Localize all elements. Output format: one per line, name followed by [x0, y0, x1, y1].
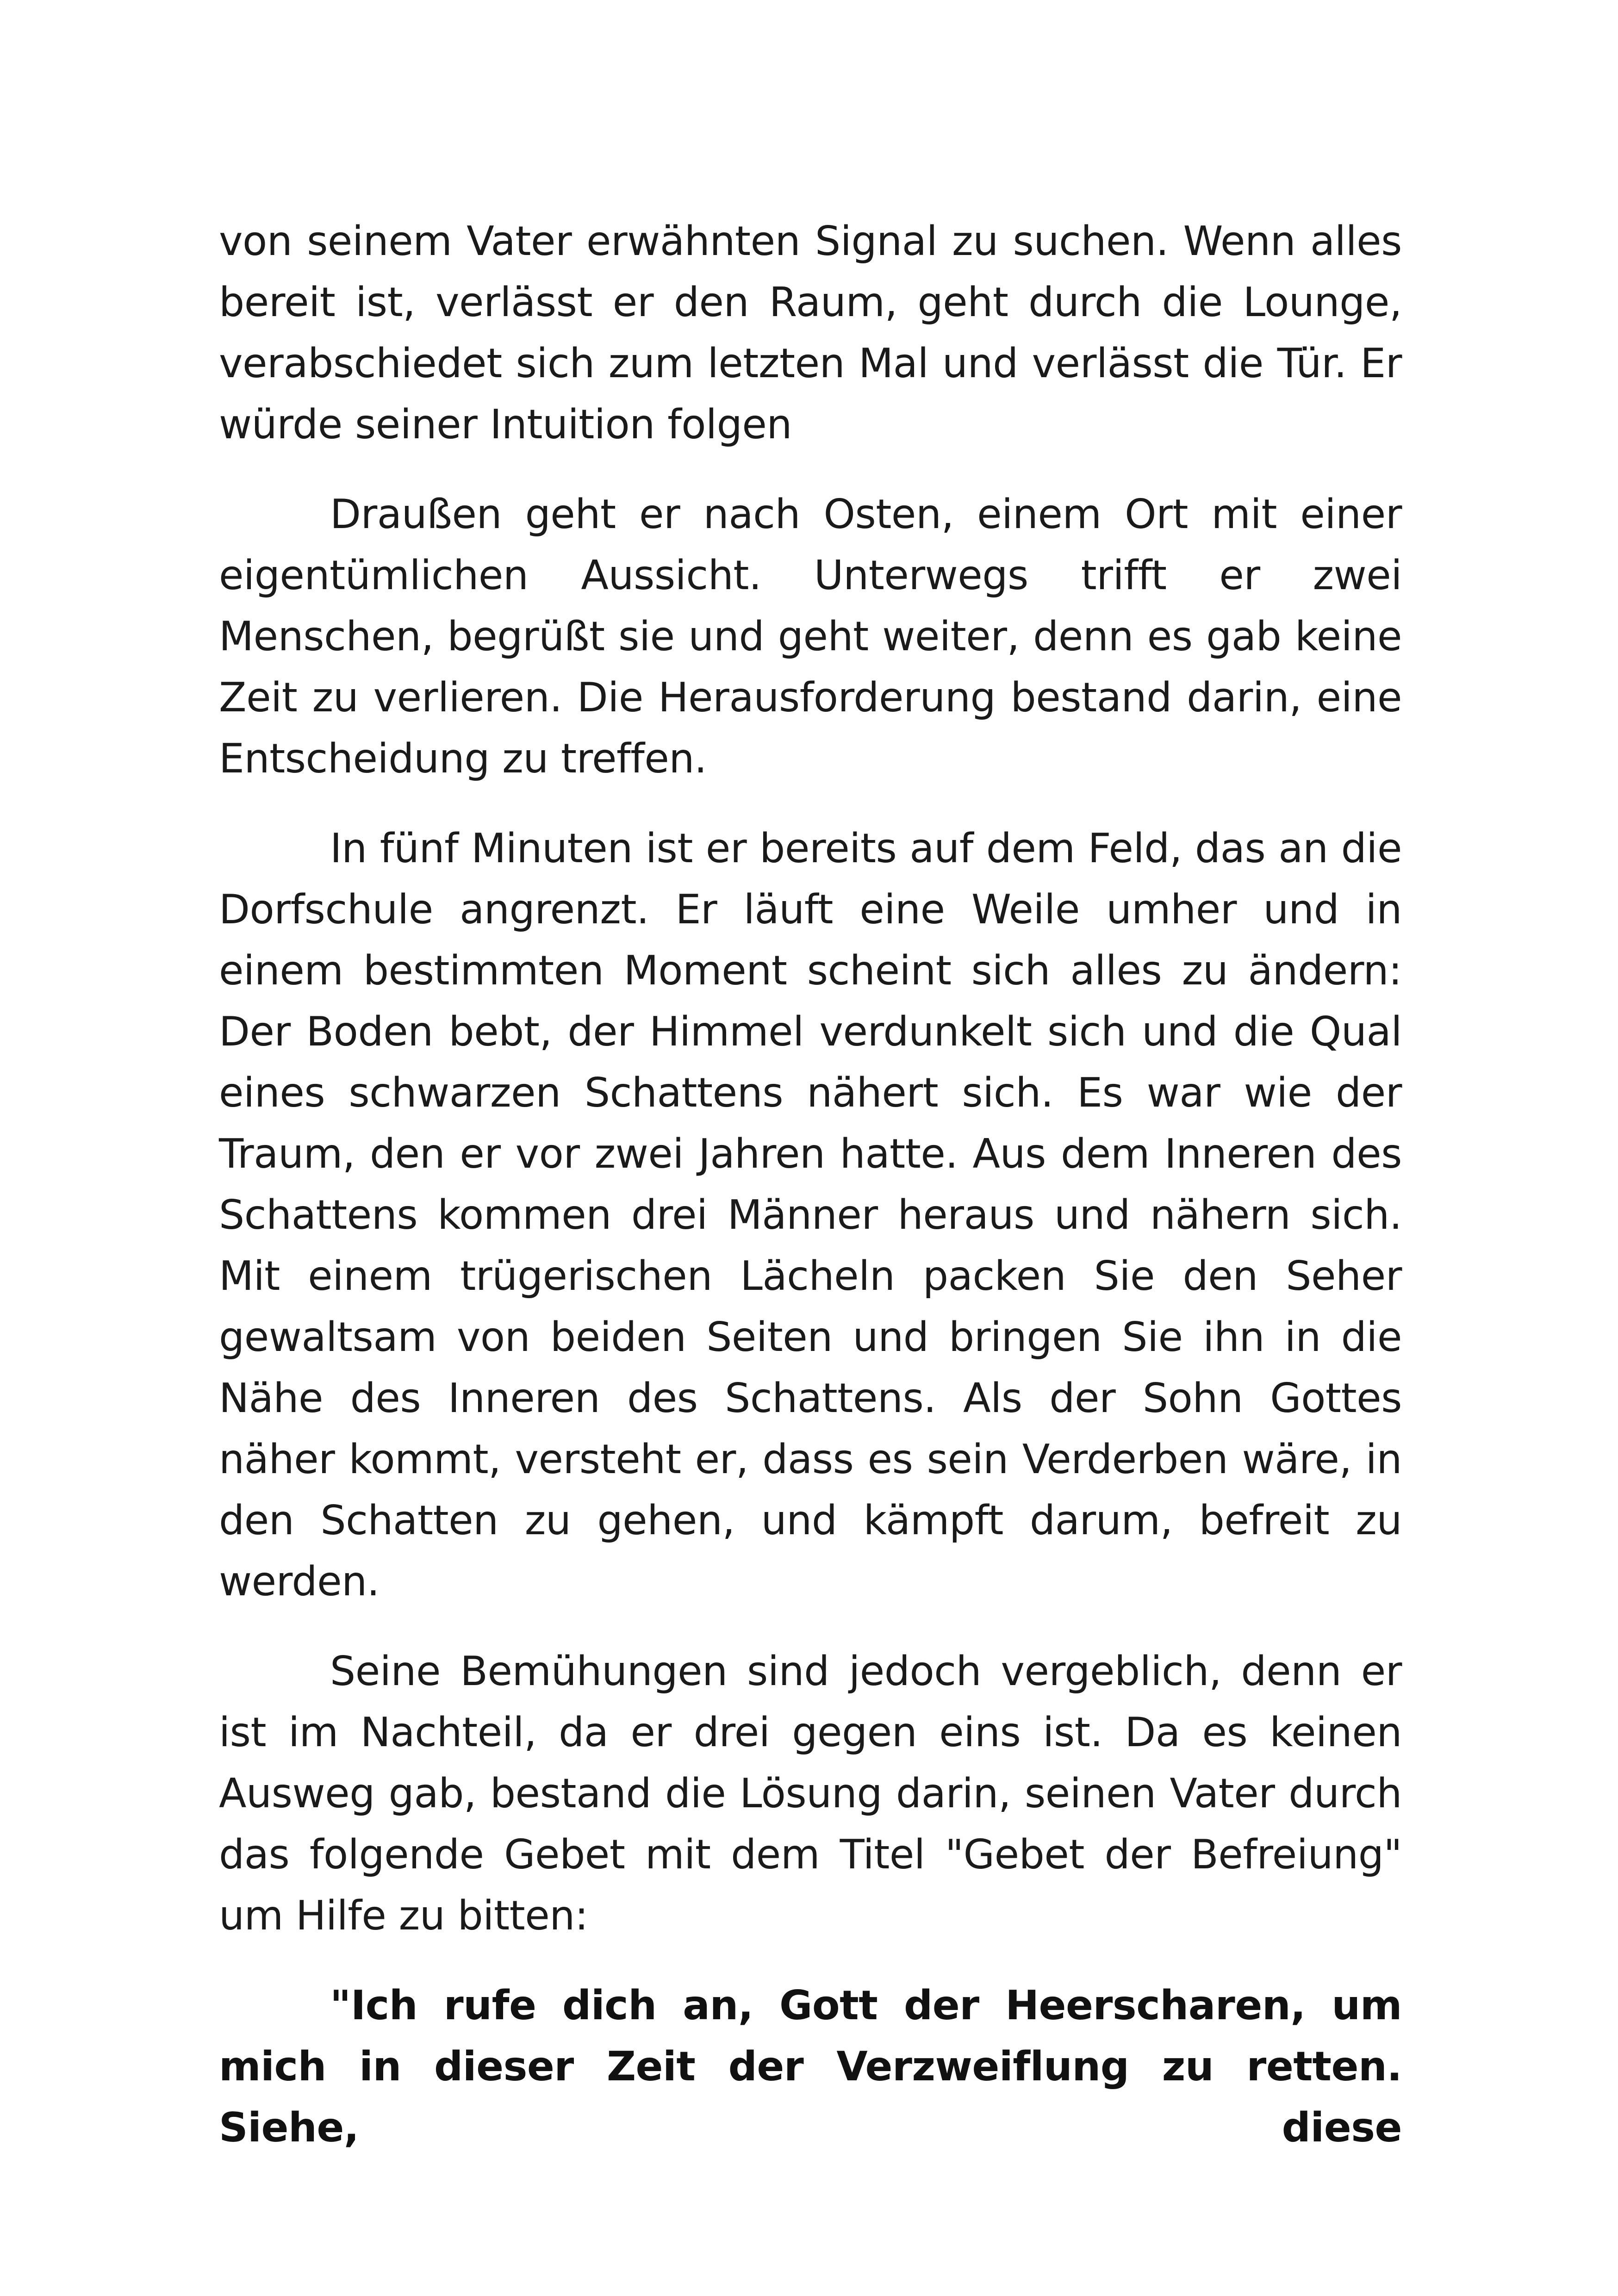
paragraph-4: Seine Bemühungen sind jedoch vergeblich, denn er ist im Nachteil, da er drei gegen eins ist. Da es keinen Ausweg gab, bestand die Lösung darin, seinen Vater durch das folgende Gebet mit dem Titel "Gebet der Befreiung" um Hilfe zu bitten:	[219, 1648, 1402, 1939]
prayer-paragraph: "Ich rufe dich an, Gott der Heerscharen, um mich in dieser Zeit der Verzweiflung zu retten. Siehe, diese	[219, 1982, 1402, 2151]
document-page	[219, 211, 1402, 2187]
paragraph-1: von seinem Vater erwähnten Signal zu suchen. Wenn alles bereit ist, verlässt er den Raum, geht durch die Lounge, verabschiedet sich zum letzten Mal und verlässt die Tür. Er würde seiner Intuition folgen	[219, 218, 1402, 448]
paragraph-3: In fünf Minuten ist er bereits auf dem Feld, das an die Dorfschule angrenzt. Er läuft eine Weile umher und in einem bestimmten Moment scheint sich alles zu ändern: Der Boden bebt, der Himmel verdunkelt sich und die Qual eines schwarzen Schattens nähert sich. Es war wie der Traum, den er vor zwei Jahren hatte. Aus dem Inneren des Schattens kommen drei Männer heraus und nähern sich. Mit einem trügerischen Lächeln packen Sie den Seher gewaltsam von beiden Seiten und bringen Sie ihn in die Nähe des Inneren des Schattens. Als der Sohn Gottes näher kommt, versteht er, dass es sein Verderben wäre, in den Schatten zu gehen, und kämpft darum, befreit zu werden.	[219, 825, 1402, 1605]
paragraph-2: Draußen geht er nach Osten, einem Ort mit einer eigentümlichen Aussicht. Unterwegs trifft er zwei Menschen, begrüßt sie und geht weiter, denn es gab keine Zeit zu verlieren. Die Herausforderung bestand darin, eine Entscheidung zu treffen.	[219, 491, 1402, 782]
